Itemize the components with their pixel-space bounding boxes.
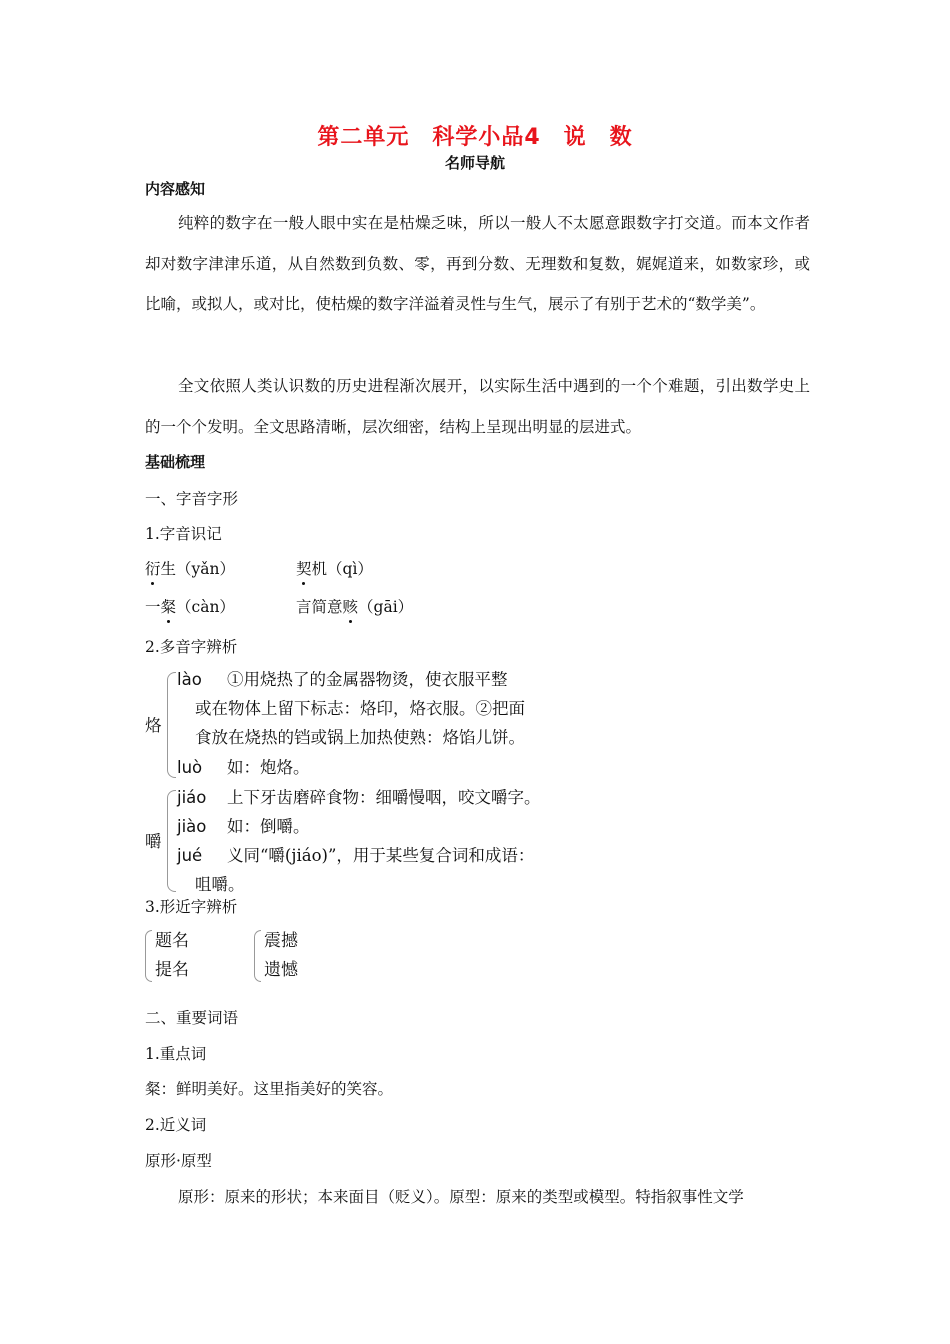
pinyin: jiáo (177, 788, 207, 807)
synonym-pair: 原形·原型 (145, 1152, 212, 1170)
sub-heading-similar: 3.形近字辨析 (145, 898, 238, 916)
similar-word: 提名 (155, 960, 189, 980)
polyphonic-row (177, 842, 534, 866)
similar-pair (254, 926, 324, 984)
dotted-char: 赅 (343, 595, 359, 617)
dotted-char: 衍 (145, 557, 161, 579)
pronunciation-prefix: 言简意 (296, 598, 343, 616)
polyphonic-row (177, 754, 310, 778)
definition: 义同“嚼(jiáo)”，用于某些复合词和成语： (227, 846, 535, 865)
part-heading-1: 一、字音字形 (145, 490, 239, 508)
pronunciation-item (145, 557, 235, 579)
polyphonic-row: 或在物体上留下标志：烙印，烙衣服。②把面 (195, 699, 525, 718)
similar-pair (145, 926, 215, 984)
definition: 上下牙齿磨碎食物：细嚼慢咽，咬文嚼字。 (227, 788, 541, 807)
polyphonic-row: 咀嚼。 (195, 875, 245, 894)
brace (167, 672, 176, 778)
polyphonic-row (177, 813, 310, 837)
similar-word: 题名 (155, 931, 189, 951)
keyword-definition: 粲：鲜明美好。这里指美好的笑容。 (145, 1080, 394, 1098)
definition: 如：倒嚼。 (227, 817, 310, 836)
polyphonic-char: 嚼 (145, 832, 162, 851)
sub-heading-polyphonic: 2.多音字辨析 (145, 638, 238, 656)
polyphonic-row: 食放在烧热的铛或锅上加热使熟：烙馅儿饼。 (195, 728, 525, 747)
part-heading-2: 二、重要词语 (145, 1009, 239, 1027)
section-heading-basics: 基础梳理 (145, 453, 206, 471)
synonym-definition: 原形：原来的形状；本来面目（贬义）。原型：原来的类型或模型。特指叙事性文学 (178, 1188, 744, 1206)
brace (167, 790, 176, 892)
pinyin: luò (177, 758, 203, 777)
pronunciation-item (296, 595, 413, 617)
paragraph-content-2: 全文依照人类认识数的历史进程渐次展开，以实际生活中遇到的一个个难题，引出数学史上的一个个发明。全文思路清晰，层次细密，结构上呈现出明显的层进式。 (145, 377, 810, 436)
dotted-char: 契 (296, 557, 312, 579)
polyphonic-row (177, 784, 541, 808)
dotted-char: 粲 (161, 595, 177, 617)
sub-heading-synonyms: 2.近义词 (145, 1116, 207, 1134)
pronunciation-prefix: 一 (145, 598, 161, 616)
pinyin: jiào (177, 817, 207, 836)
pronunciation-text: 生（yǎn） (160, 560, 235, 578)
section-heading-content: 内容感知 (145, 180, 206, 198)
brace (145, 930, 152, 982)
definition: ①用烧热了的金属器物烫，使衣服平整 (227, 670, 508, 689)
pronunciation-text: （càn） (176, 598, 235, 616)
sub-heading-keywords: 1.重点词 (145, 1045, 207, 1063)
polyphonic-char: 烙 (145, 716, 162, 735)
pronunciation-item (145, 595, 235, 617)
polyphonic-block-jiao (145, 784, 575, 896)
pronunciation-text: 机（qì） (311, 560, 373, 578)
polyphonic-block-lao (145, 666, 575, 781)
brace (254, 930, 261, 982)
page-title: 第二单元 科学小品4 说 数 (317, 125, 633, 150)
similar-word: 遗憾 (264, 960, 298, 980)
polyphonic-row (177, 666, 508, 690)
sub-heading-pronunciation: 1.字音识记 (145, 525, 222, 543)
pinyin: lào (177, 670, 202, 689)
pronunciation-text: （gāi） (358, 598, 414, 616)
pinyin: jué (177, 846, 203, 865)
definition: 如：炮烙。 (227, 758, 310, 777)
pronunciation-item (296, 557, 373, 579)
paragraph-content-1: 纯粹的数字在一般人眼中实在是枯燥乏味，所以一般人不太愿意跟数字打交道。而本文作者却对数字津津乐道，从自然数到负数、零，再到分数、无理数和复数，娓娓道来，如数家珍，或比喻，或拟人，或对比，使枯燥的数字洋溢着灵性与生气，展示了有别于艺术的“数学美”。 (145, 214, 810, 314)
similar-word: 震撼 (264, 931, 298, 951)
page-subtitle: 名师导航 (444, 154, 505, 172)
